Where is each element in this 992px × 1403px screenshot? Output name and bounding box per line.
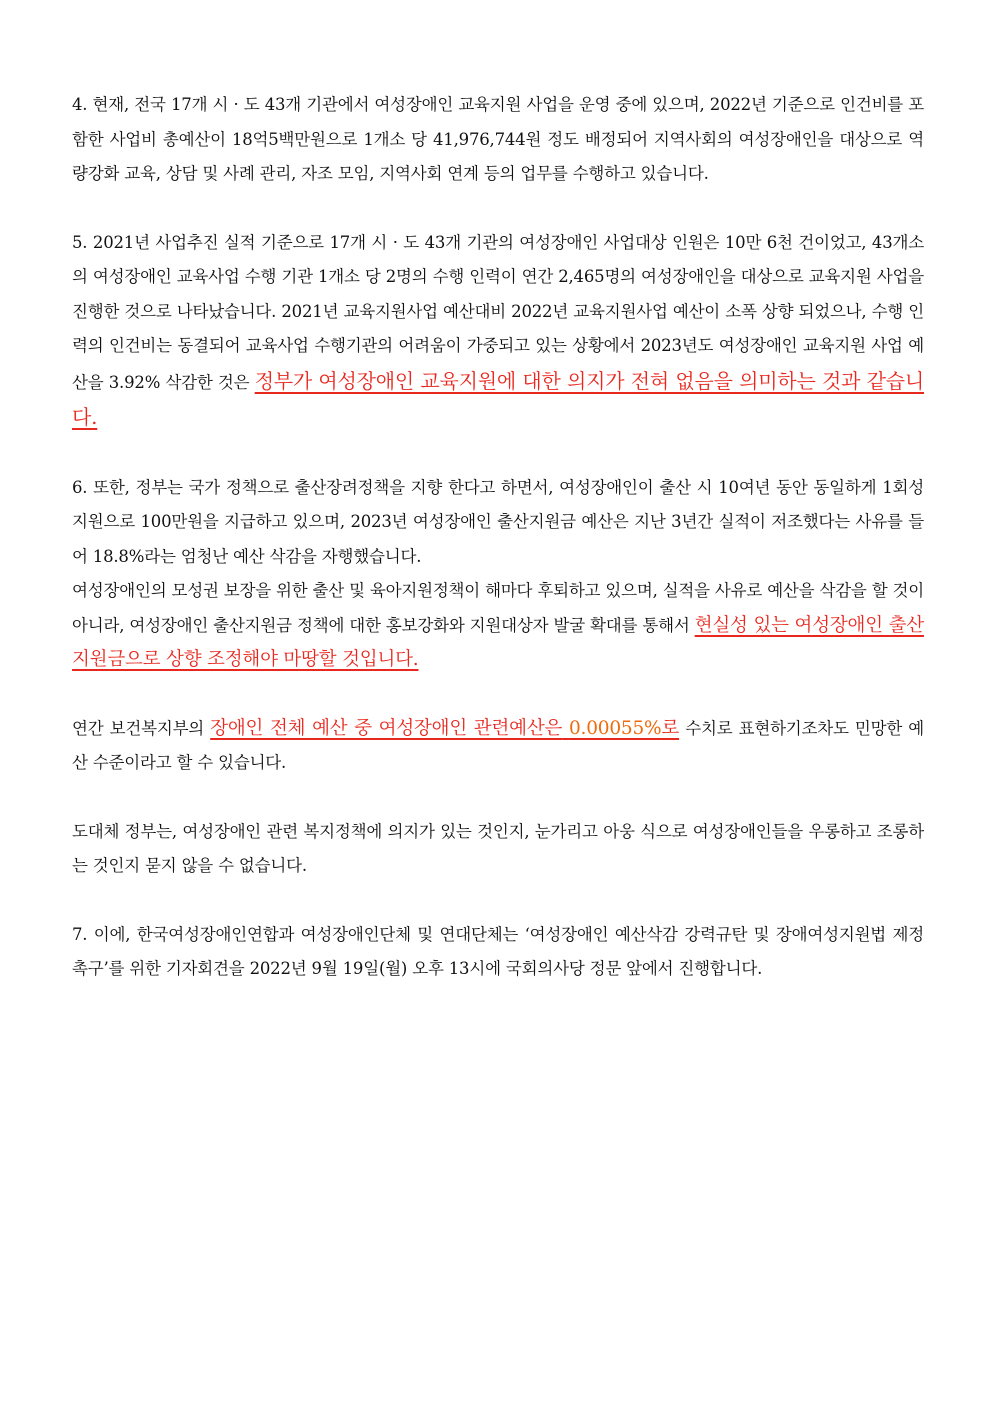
document-body <box>72 88 924 1021</box>
paragraph-6b <box>72 574 924 678</box>
budget-ratio-value: 0.00055% <box>568 717 662 739</box>
paragraph-4: 4. 현재, 전국 17개 시 · 도 43개 기관에서 여성장애인 교육지원 사업을 운영 중에 있으며, 2022년 기준으로 인건비를 포함한 사업비 총예산이 18억5백만원으로 1개소 당 41,976,744원 정도 배정되어 지역사회의 여성장애인을 대상으로 역량강화 교육, 상담 및 사례 관리, 자조 모임, 지역사회 연계 등의 업무를 수행하고 있습니다. <box>72 95 924 183</box>
budget-ratio-suffix: 로 <box>661 717 680 739</box>
paragraph-budget-ratio <box>72 712 924 781</box>
paragraph-government-question: 도대체 정부는, 여성장애인 관련 복지정책에 의지가 있는 것인지, 눈가리고 아웅 식으로 여성장애인들을 우롱하고 조롱하는 것인지 묻지 않을 수 없습니다. <box>72 821 924 875</box>
budget-ratio-post: 수치로 표현하기조차도 민망한 예산 수준이라고 할 수 있습니다. <box>72 718 924 772</box>
budget-ratio-pre: 연간 보건복지부의 <box>72 718 205 738</box>
paragraph-5-highlight: 정부가 여성장애인 교육지원에 대한 의지가 전혀 없음을 의미하는 것과 같습니다. <box>72 368 924 429</box>
paragraph-6b-text: 여성장애인의 모성권 보장을 위한 출산 및 육아지원정책이 해마다 후퇴하고 있으며, 실적을 사유로 예산을 삭감을 할 것이 아니라, 여성장애인 출산지원금 정책에 대한 홍보강화와 지원대상자 발굴 확대를 통해서 <box>72 581 924 635</box>
budget-ratio-highlight <box>210 718 679 739</box>
budget-ratio-highlight-text: 장애인 전체 예산 중 여성장애인 관련예산은 <box>210 717 563 739</box>
paragraph-6b-highlight: 현실성 있는 여성장애인 출산지원금으로 상향 조정해야 마땅할 것입니다. <box>72 614 924 670</box>
paragraph-6: 6. 또한, 정부는 국가 정책으로 출산장려정책을 지향 한다고 하면서, 여성장애인이 출산 시 10여년 동안 동일하게 1회성 지원으로 100만원을 지급하고 있으며, 2023년 여성장애인 출산지원금 예산은 지난 3년간 실적이 저조했다는 사유를 들어 18.8%라는 엄청난 예산 삭감을 자행했습니다. <box>72 477 924 566</box>
paragraph-5-text: 5. 2021년 사업추진 실적 기준으로 17개 시 · 도 43개 기관의 여성장애인 사업대상 인원은 10만 6천 건이었고, 43개소의 여성장애인 교육사업 수행 기관 1개소 당 2명의 수행 인력이 연간 2,465명의 여성장애인을 대상으로 교육지원 사업을 진행한 것으로 나타났습니다. 2021년 교육지원사업 예산대비 2022년 교육지원사업 예산이 소폭 상향 되었으나, 수행 인력의 인건비는 동결되어 교육사업 수행기관의 어려움이 가중되고 있는 상황에서 2023년도 여성장애인 교육지원 사업 예산을 3.92% 삭감한 것은 <box>72 232 924 392</box>
paragraph-7: 7. 이에, 한국여성장애인연합과 여성장애인단체 및 연대단체는 ‘여성장애인 예산삭감 강력규탄 및 장애여성지원법 제정 촉구’를 위한 기자회견을 2022년 9월 19일(월) 오후 13시에 국회의사당 정문 앞에서 진행합니다. <box>72 924 924 978</box>
paragraph-5 <box>72 226 924 437</box>
